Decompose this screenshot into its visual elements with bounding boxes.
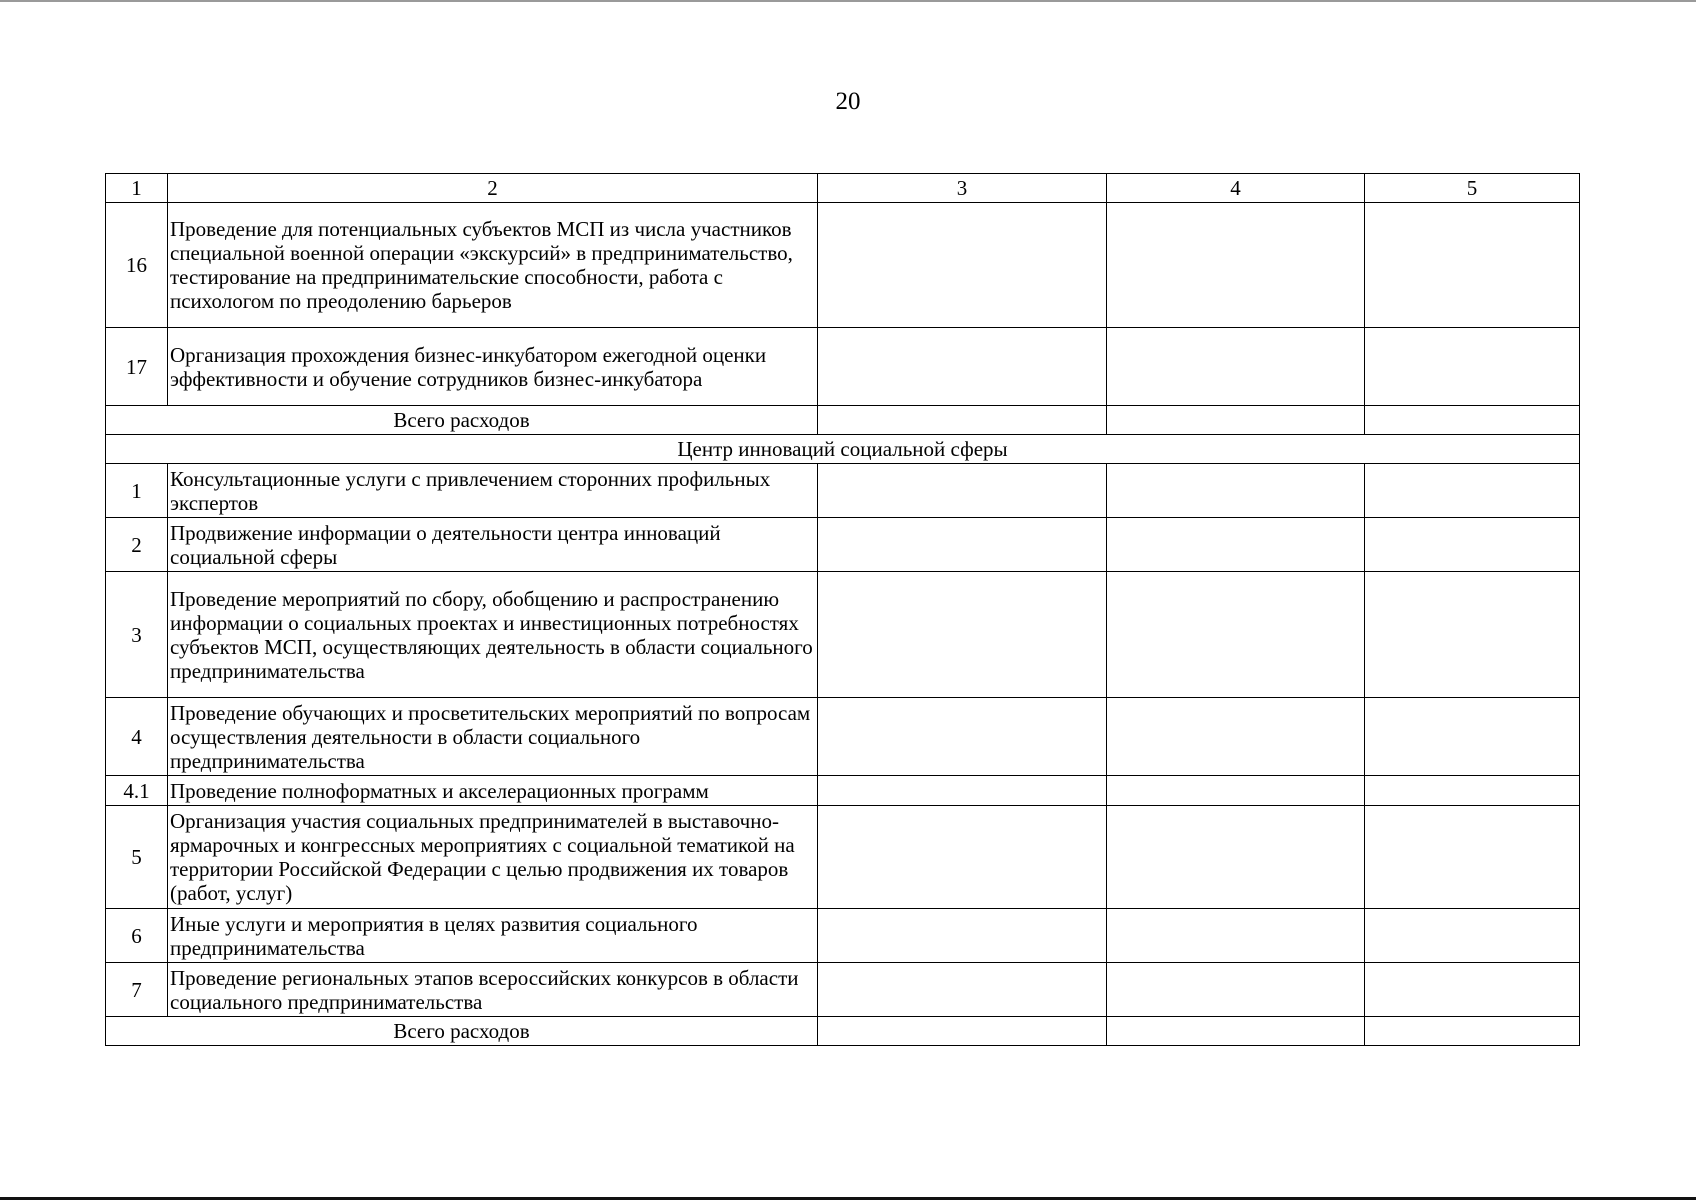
- header-cell: 2: [168, 174, 818, 203]
- total-cell-5: [1365, 1017, 1580, 1046]
- value-cell-3: [818, 963, 1107, 1017]
- row-number: 4: [106, 698, 168, 776]
- value-cell-3: [818, 328, 1107, 406]
- value-cell-5: [1365, 203, 1580, 328]
- row-number: 7: [106, 963, 168, 1017]
- header-row: [106, 174, 1580, 203]
- value-cell-4: [1107, 518, 1365, 572]
- value-cell-5: [1365, 909, 1580, 963]
- value-cell-3: [818, 776, 1107, 806]
- table-row: [106, 328, 1580, 406]
- row-number: 4.1: [106, 776, 168, 806]
- total-label: Всего расходов: [106, 1017, 818, 1046]
- total-cell-3: [818, 1017, 1107, 1046]
- row-description: Проведение полноформатных и акселерационных программ: [168, 776, 818, 806]
- table-row: [106, 203, 1580, 328]
- value-cell-5: [1365, 806, 1580, 909]
- table-row: [106, 776, 1580, 806]
- total-label: Всего расходов: [106, 406, 818, 435]
- value-cell-5: [1365, 776, 1580, 806]
- row-description: Проведение региональных этапов всероссийских конкурсов в области социального предпринимательства: [168, 963, 818, 1017]
- value-cell-4: [1107, 776, 1365, 806]
- total-row: [106, 1017, 1580, 1046]
- table-row: [106, 806, 1580, 909]
- value-cell-5: [1365, 328, 1580, 406]
- value-cell-4: [1107, 806, 1365, 909]
- value-cell-3: [818, 698, 1107, 776]
- row-description: Иные услуги и мероприятия в целях развития социального предпринимательства: [168, 909, 818, 963]
- page-top-edge: [0, 0, 1696, 2]
- row-description: Проведение для потенциальных субъектов МСП из числа участников специальной военной операции «экскурсий» в предпринимательство, тестирование на предпринимательские способности, работа с психологом по преодолению барьеров: [168, 203, 818, 328]
- header-cell: 3: [818, 174, 1107, 203]
- value-cell-4: [1107, 572, 1365, 698]
- value-cell-4: [1107, 464, 1365, 518]
- section-row: [106, 435, 1580, 464]
- total-cell-4: [1107, 1017, 1365, 1046]
- section-title: Центр инноваций социальной сферы: [106, 435, 1580, 464]
- value-cell-4: [1107, 328, 1365, 406]
- table-row: [106, 909, 1580, 963]
- value-cell-4: [1107, 909, 1365, 963]
- row-number: 1: [106, 464, 168, 518]
- header-cell: 5: [1365, 174, 1580, 203]
- total-cell-4: [1107, 406, 1365, 435]
- row-description: Организация прохождения бизнес-инкубатором ежегодной оценки эффективности и обучение сотрудников бизнес-инкубатора: [168, 328, 818, 406]
- total-cell-3: [818, 406, 1107, 435]
- row-description: Проведение обучающих и просветительских мероприятий по вопросам осуществления деятельности в области социального предпринимательства: [168, 698, 818, 776]
- value-cell-5: [1365, 518, 1580, 572]
- row-number: 6: [106, 909, 168, 963]
- table-row: [106, 698, 1580, 776]
- table-row: [106, 464, 1580, 518]
- row-number: 17: [106, 328, 168, 406]
- value-cell-4: [1107, 203, 1365, 328]
- row-description: Организация участия социальных предпринимателей в выставочно-ярмарочных и конгрессных мероприятиях с социальной тематикой на территории Российской Федерации с целью продвижения их товаров (работ, услуг): [168, 806, 818, 909]
- value-cell-3: [818, 464, 1107, 518]
- row-description: Продвижение информации о деятельности центра инноваций социальной сферы: [168, 518, 818, 572]
- table-row: [106, 963, 1580, 1017]
- value-cell-3: [818, 572, 1107, 698]
- value-cell-3: [818, 806, 1107, 909]
- total-cell-5: [1365, 406, 1580, 435]
- value-cell-4: [1107, 698, 1365, 776]
- header-cell: 1: [106, 174, 168, 203]
- value-cell-3: [818, 909, 1107, 963]
- value-cell-3: [818, 518, 1107, 572]
- row-description: Консультационные услуги с привлечением сторонних профильных экспертов: [168, 464, 818, 518]
- row-number: 2: [106, 518, 168, 572]
- row-number: 3: [106, 572, 168, 698]
- expenses-table: [105, 173, 1580, 1046]
- value-cell-5: [1365, 698, 1580, 776]
- value-cell-5: [1365, 963, 1580, 1017]
- row-description: Проведение мероприятий по сбору, обобщению и распространению информации о социальных проектах и инвестиционных потребностях субъектов МСП, осуществляющих деятельность в области социального предпринимательства: [168, 572, 818, 698]
- value-cell-5: [1365, 464, 1580, 518]
- table-row: [106, 518, 1580, 572]
- page-number: 20: [835, 88, 861, 115]
- header-cell: 4: [1107, 174, 1365, 203]
- value-cell-5: [1365, 572, 1580, 698]
- row-number: 5: [106, 806, 168, 909]
- total-row: [106, 406, 1580, 435]
- table-row: [106, 572, 1580, 698]
- value-cell-3: [818, 203, 1107, 328]
- value-cell-4: [1107, 963, 1365, 1017]
- row-number: 16: [106, 203, 168, 328]
